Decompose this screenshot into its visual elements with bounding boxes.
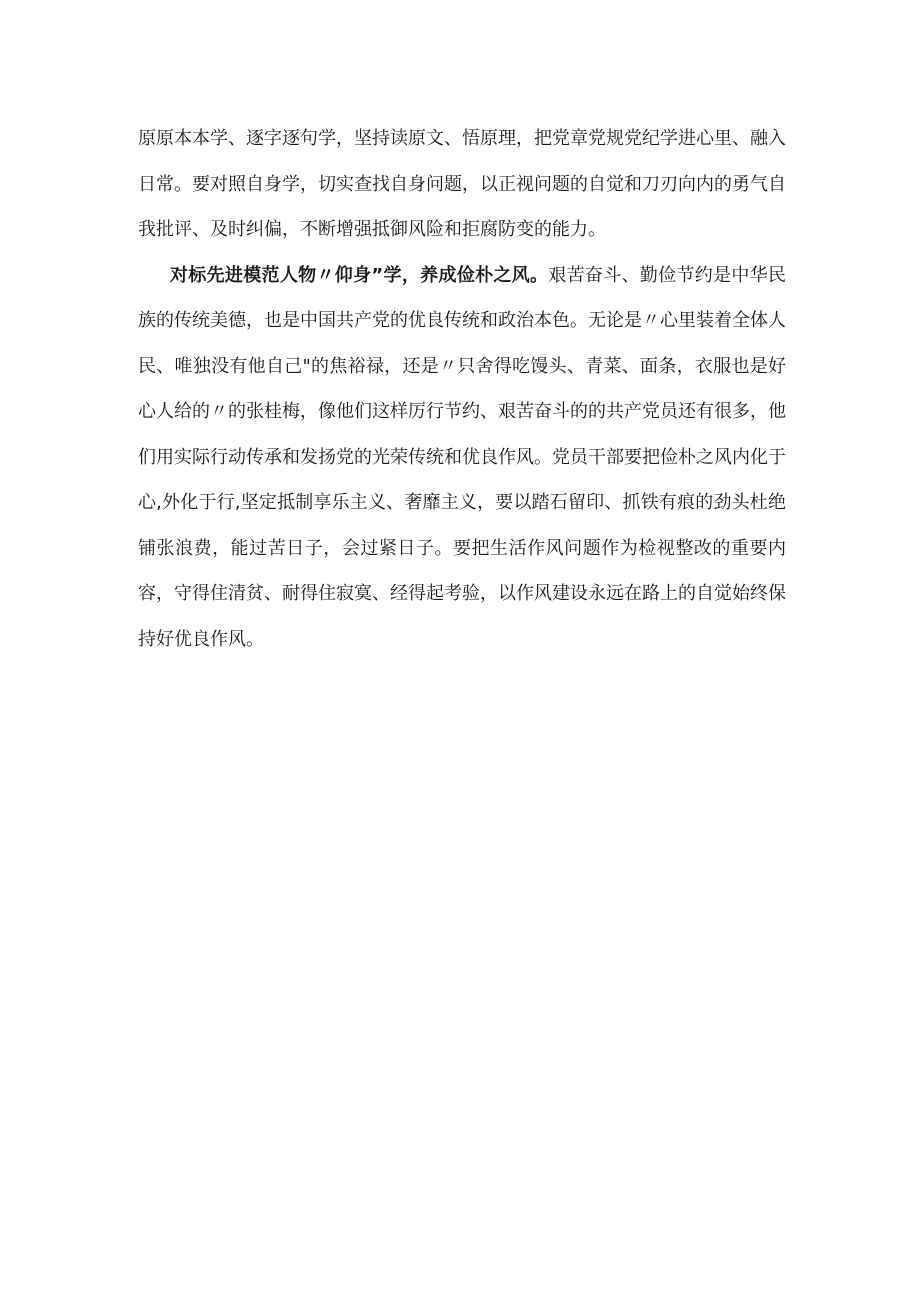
paragraph-text: 原原本本学、逐字逐句学，坚持读原文、悟原理，把党章党规党纪学进心里、融入日常。要对照自身学，切实查找自身问题，以正视问题的自觉和刀刃向内的勇气自我批评、及时纠偏，不断增强抵御风险和拒腐防变的能力。: [138, 128, 786, 240]
document-body: [138, 116, 786, 662]
paragraph-lead-heading: 对标先进模范人物〃仰身”学，养成俭朴之风。: [170, 264, 549, 286]
paragraph-study-original: [138, 116, 786, 253]
paragraph-text: 艰苦奋斗、勤俭节约是中华民族的传统美德，也是中国共产党的优良传统和政治本色。无论是〃心里装着全体人民、唯独没有他自己"的焦裕禄，还是〃只舍得吃馒头、青菜、面条，衣服也是好心人给的〃的张桂梅，像他们这样厉行节约、艰苦奋斗的的共产党员还有很多，他们用实际行动传承和发扬党的光荣传统和优良作风。党员干部要把俭朴之风内化于心,外化于行,坚定抵制享乐主义、奢靡主义，要以踏石留印、抓铁有痕的劲头杜绝铺张浪费，能过苦日子，会过紧日子。要把生活作风问题作为检视整改的重要内容，守得住清贫、耐得住寂寞、经得起考验，以作风建设永远在路上的自觉始终保持好优良作风。: [138, 264, 787, 650]
paragraph-frugal-style: [138, 253, 786, 663]
